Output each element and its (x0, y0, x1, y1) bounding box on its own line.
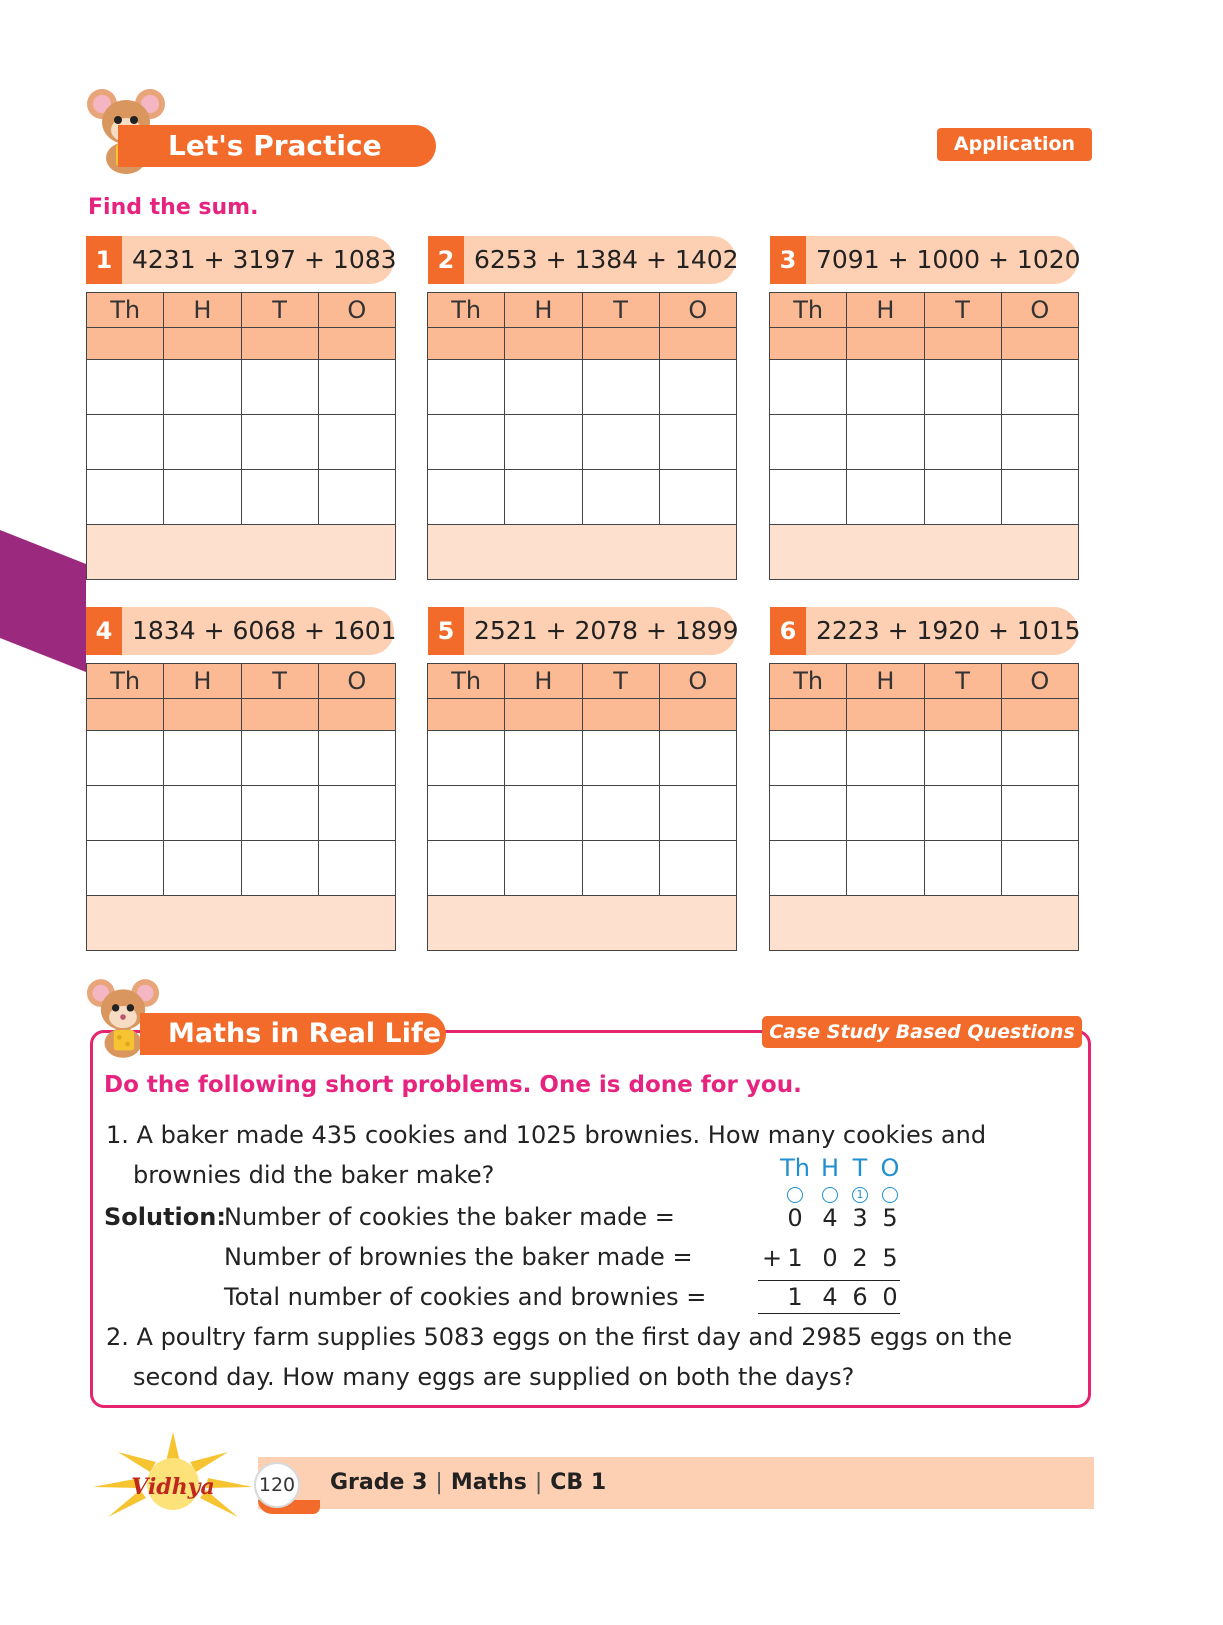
answer-cell[interactable] (87, 896, 396, 951)
digit-cell[interactable] (318, 841, 395, 896)
digit-cell[interactable] (241, 415, 318, 470)
col-th: Th (770, 293, 847, 328)
problem-number: 6 (770, 607, 806, 655)
digit-cell[interactable] (659, 786, 736, 841)
answer-cell[interactable] (428, 896, 737, 951)
digit-cell[interactable] (1001, 470, 1078, 525)
digit-cell[interactable] (87, 470, 164, 525)
carry-cell[interactable] (847, 328, 924, 360)
solution-line-3: Total number of cookies and brownies = (224, 1283, 707, 1311)
col-h: H (164, 293, 241, 328)
col-th: Th (428, 293, 505, 328)
col-th: Th (770, 664, 847, 699)
problem-header (428, 236, 739, 284)
digit-cell[interactable] (924, 841, 1001, 896)
digit-cell[interactable] (582, 731, 659, 786)
digit-cell[interactable] (659, 415, 736, 470)
place-label-th: Th (780, 1154, 810, 1182)
problem-header (770, 607, 1081, 655)
carry-cell[interactable] (87, 328, 164, 360)
sum-rule-top (758, 1280, 900, 1281)
col-o: O (318, 664, 395, 699)
digit-cell[interactable] (164, 415, 241, 470)
place-value-grid (86, 292, 396, 580)
col-h: H (505, 664, 582, 699)
col-o: O (659, 664, 736, 699)
application-tag: Application (937, 128, 1092, 161)
footer-separator: | (435, 1470, 443, 1495)
digit-cell[interactable] (505, 731, 582, 786)
sum-digit: 6 (852, 1283, 868, 1311)
digit-cell[interactable] (318, 731, 395, 786)
real-life-title: Maths in Real Life (140, 1013, 446, 1055)
digit-cell[interactable] (924, 470, 1001, 525)
digit-cell[interactable] (770, 786, 847, 841)
col-h: H (847, 664, 924, 699)
question-1-line-1: 1. A baker made 435 cookies and 1025 brownies. How many cookies and (106, 1121, 987, 1149)
addend-1-digit: 5 (882, 1204, 898, 1232)
col-h: H (847, 293, 924, 328)
digit-cell[interactable] (847, 841, 924, 896)
digit-cell[interactable] (582, 470, 659, 525)
col-t: T (241, 664, 318, 699)
digit-cell[interactable] (770, 731, 847, 786)
digit-cell[interactable] (1001, 415, 1078, 470)
vidhya-logo (88, 1432, 258, 1522)
addend-1-digit: 4 (822, 1204, 838, 1232)
digit-cell[interactable] (924, 786, 1001, 841)
footer-separator: | (534, 1470, 543, 1495)
place-value-grid (427, 292, 737, 580)
problem-expression: 2521 + 2078 + 1899 (474, 616, 739, 645)
digit-cell[interactable] (428, 786, 505, 841)
problem-expression: 1834 + 6068 + 1601 (132, 616, 397, 645)
digit-cell[interactable] (318, 415, 395, 470)
carry-cell[interactable] (847, 699, 924, 731)
case-study-tag: Case Study Based Questions (762, 1016, 1082, 1048)
digit-cell[interactable] (582, 786, 659, 841)
sum-rule-bottom (758, 1313, 900, 1314)
problem-expression: 6253 + 1384 + 1402 (474, 245, 739, 274)
carry-cell[interactable] (582, 328, 659, 360)
carry-cell[interactable] (659, 699, 736, 731)
digit-cell[interactable] (505, 841, 582, 896)
place-value-grid (427, 663, 737, 951)
sum-digit: 4 (822, 1283, 838, 1311)
carry-cell[interactable] (505, 328, 582, 360)
question-1-line-2: brownies did the baker make? (133, 1161, 495, 1189)
digit-cell[interactable] (241, 841, 318, 896)
addend-1-digit: 0 (787, 1204, 803, 1232)
digit-cell[interactable] (847, 415, 924, 470)
col-o: O (659, 293, 736, 328)
question-2-line-2: second day. How many eggs are supplied on both the days? (133, 1363, 855, 1391)
carry-cell[interactable] (241, 328, 318, 360)
carry-cell[interactable] (659, 328, 736, 360)
footer-book: CB 1 (550, 1470, 607, 1495)
digit-cell[interactable] (87, 415, 164, 470)
answer-cell[interactable] (770, 525, 1079, 580)
carry-cell[interactable] (924, 328, 1001, 360)
real-life-instruction: Do the following short problems. One is done for you. (104, 1072, 802, 1098)
carry-cell[interactable] (505, 699, 582, 731)
digit-cell[interactable] (582, 360, 659, 415)
carry-cell[interactable] (428, 699, 505, 731)
carry-cell[interactable] (1001, 328, 1078, 360)
answer-cell[interactable] (87, 525, 396, 580)
digit-cell[interactable] (428, 731, 505, 786)
carry-cell[interactable] (770, 699, 847, 731)
col-o: O (1001, 293, 1078, 328)
place-label-t: T (852, 1154, 868, 1182)
digit-cell[interactable] (505, 415, 582, 470)
digit-cell[interactable] (318, 360, 395, 415)
sum-digit: 0 (882, 1283, 898, 1311)
digit-cell[interactable] (659, 841, 736, 896)
digit-cell[interactable] (318, 786, 395, 841)
col-o: O (1001, 664, 1078, 699)
problem-header (770, 236, 1081, 284)
digit-cell[interactable] (87, 731, 164, 786)
carry-cell[interactable] (318, 328, 395, 360)
carry-circle (882, 1187, 898, 1203)
col-t: T (924, 293, 1001, 328)
digit-cell[interactable] (847, 470, 924, 525)
digit-cell[interactable] (87, 841, 164, 896)
answer-cell[interactable] (428, 525, 737, 580)
digit-cell[interactable] (87, 360, 164, 415)
solution-label: Solution: (104, 1203, 226, 1231)
plus-sign: + (761, 1244, 783, 1272)
col-t: T (582, 293, 659, 328)
digit-cell[interactable] (428, 470, 505, 525)
page-number: 120 (254, 1462, 300, 1508)
addend-1-digit: 3 (852, 1204, 868, 1232)
place-value-grid (86, 663, 396, 951)
digit-cell[interactable] (1001, 841, 1078, 896)
col-o: O (318, 293, 395, 328)
question-2-line-1: 2. A poultry farm supplies 5083 eggs on the first day and 2985 eggs on the (106, 1323, 1013, 1351)
footer-grade: Grade 3 (330, 1470, 428, 1495)
solution-line-2: Number of brownies the baker made = (224, 1243, 693, 1271)
problem-header (428, 607, 739, 655)
carry-cell[interactable] (164, 328, 241, 360)
digit-cell[interactable] (505, 470, 582, 525)
digit-cell[interactable] (924, 360, 1001, 415)
carry-cell[interactable] (924, 699, 1001, 731)
digit-cell[interactable] (659, 360, 736, 415)
col-t: T (924, 664, 1001, 699)
digit-cell[interactable] (164, 731, 241, 786)
digit-cell[interactable] (582, 841, 659, 896)
problem-expression: 2223 + 1920 + 1015 (816, 616, 1081, 645)
digit-cell[interactable] (1001, 360, 1078, 415)
sum-digit: 1 (787, 1283, 803, 1311)
digit-cell[interactable] (87, 786, 164, 841)
digit-cell[interactable] (770, 841, 847, 896)
problem-expression: 7091 + 1000 + 1020 (816, 245, 1081, 274)
digit-cell[interactable] (847, 731, 924, 786)
carry-cell[interactable] (87, 699, 164, 731)
digit-cell[interactable] (428, 360, 505, 415)
digit-cell[interactable] (164, 786, 241, 841)
problem-number: 1 (86, 236, 122, 284)
place-label-h: H (820, 1154, 840, 1182)
problem-header (86, 236, 397, 284)
digit-cell[interactable] (847, 360, 924, 415)
digit-cell[interactable] (1001, 731, 1078, 786)
carry-circle: 1 (852, 1187, 868, 1203)
digit-cell[interactable] (241, 360, 318, 415)
digit-cell[interactable] (770, 360, 847, 415)
addend-2-digit: 2 (852, 1244, 868, 1272)
col-th: Th (87, 664, 164, 699)
col-h: H (505, 293, 582, 328)
carry-cell[interactable] (318, 699, 395, 731)
digit-cell[interactable] (770, 415, 847, 470)
col-th: Th (87, 293, 164, 328)
place-label-o: O (880, 1154, 900, 1182)
digit-cell[interactable] (505, 786, 582, 841)
carry-circle (787, 1187, 803, 1203)
carry-cell[interactable] (428, 328, 505, 360)
footer-text (330, 1470, 606, 1495)
logo-text: Vidhya (131, 1474, 215, 1500)
col-h: H (164, 664, 241, 699)
digit-cell[interactable] (164, 470, 241, 525)
answer-cell[interactable] (770, 896, 1079, 951)
digit-cell[interactable] (241, 786, 318, 841)
digit-cell[interactable] (770, 470, 847, 525)
addend-2-digit: 0 (822, 1244, 838, 1272)
place-value-grid (769, 292, 1079, 580)
digit-cell[interactable] (582, 415, 659, 470)
place-value-grid (769, 663, 1079, 951)
digit-cell[interactable] (241, 731, 318, 786)
problem-number: 2 (428, 236, 464, 284)
carry-cell[interactable] (770, 328, 847, 360)
digit-cell[interactable] (924, 731, 1001, 786)
footer-subject: Maths (450, 1470, 527, 1495)
carry-cell[interactable] (1001, 699, 1078, 731)
digit-cell[interactable] (241, 470, 318, 525)
addend-2-digit: 1 (787, 1244, 803, 1272)
digit-cell[interactable] (428, 841, 505, 896)
digit-cell[interactable] (659, 731, 736, 786)
digit-cell[interactable] (847, 786, 924, 841)
col-t: T (241, 293, 318, 328)
problem-number: 5 (428, 607, 464, 655)
problem-expression: 4231 + 3197 + 1083 (132, 245, 397, 274)
digit-cell[interactable] (924, 415, 1001, 470)
carry-cell[interactable] (241, 699, 318, 731)
col-t: T (582, 664, 659, 699)
carry-cell[interactable] (582, 699, 659, 731)
digit-cell[interactable] (505, 360, 582, 415)
digit-cell[interactable] (428, 415, 505, 470)
carry-cell[interactable] (164, 699, 241, 731)
problem-header (86, 607, 397, 655)
section-title: Let's Practice 3.6 (118, 125, 436, 167)
digit-cell[interactable] (318, 470, 395, 525)
digit-cell[interactable] (1001, 786, 1078, 841)
instruction-text: Find the sum. (88, 195, 259, 220)
addend-2-digit: 5 (882, 1244, 898, 1272)
digit-cell[interactable] (164, 360, 241, 415)
problem-number: 4 (86, 607, 122, 655)
problem-number: 3 (770, 236, 806, 284)
digit-cell[interactable] (164, 841, 241, 896)
digit-cell[interactable] (659, 470, 736, 525)
solution-line-1: Number of cookies the baker made = (224, 1203, 675, 1231)
col-th: Th (428, 664, 505, 699)
carry-circle (822, 1187, 838, 1203)
side-ribbon-decoration (0, 530, 86, 672)
